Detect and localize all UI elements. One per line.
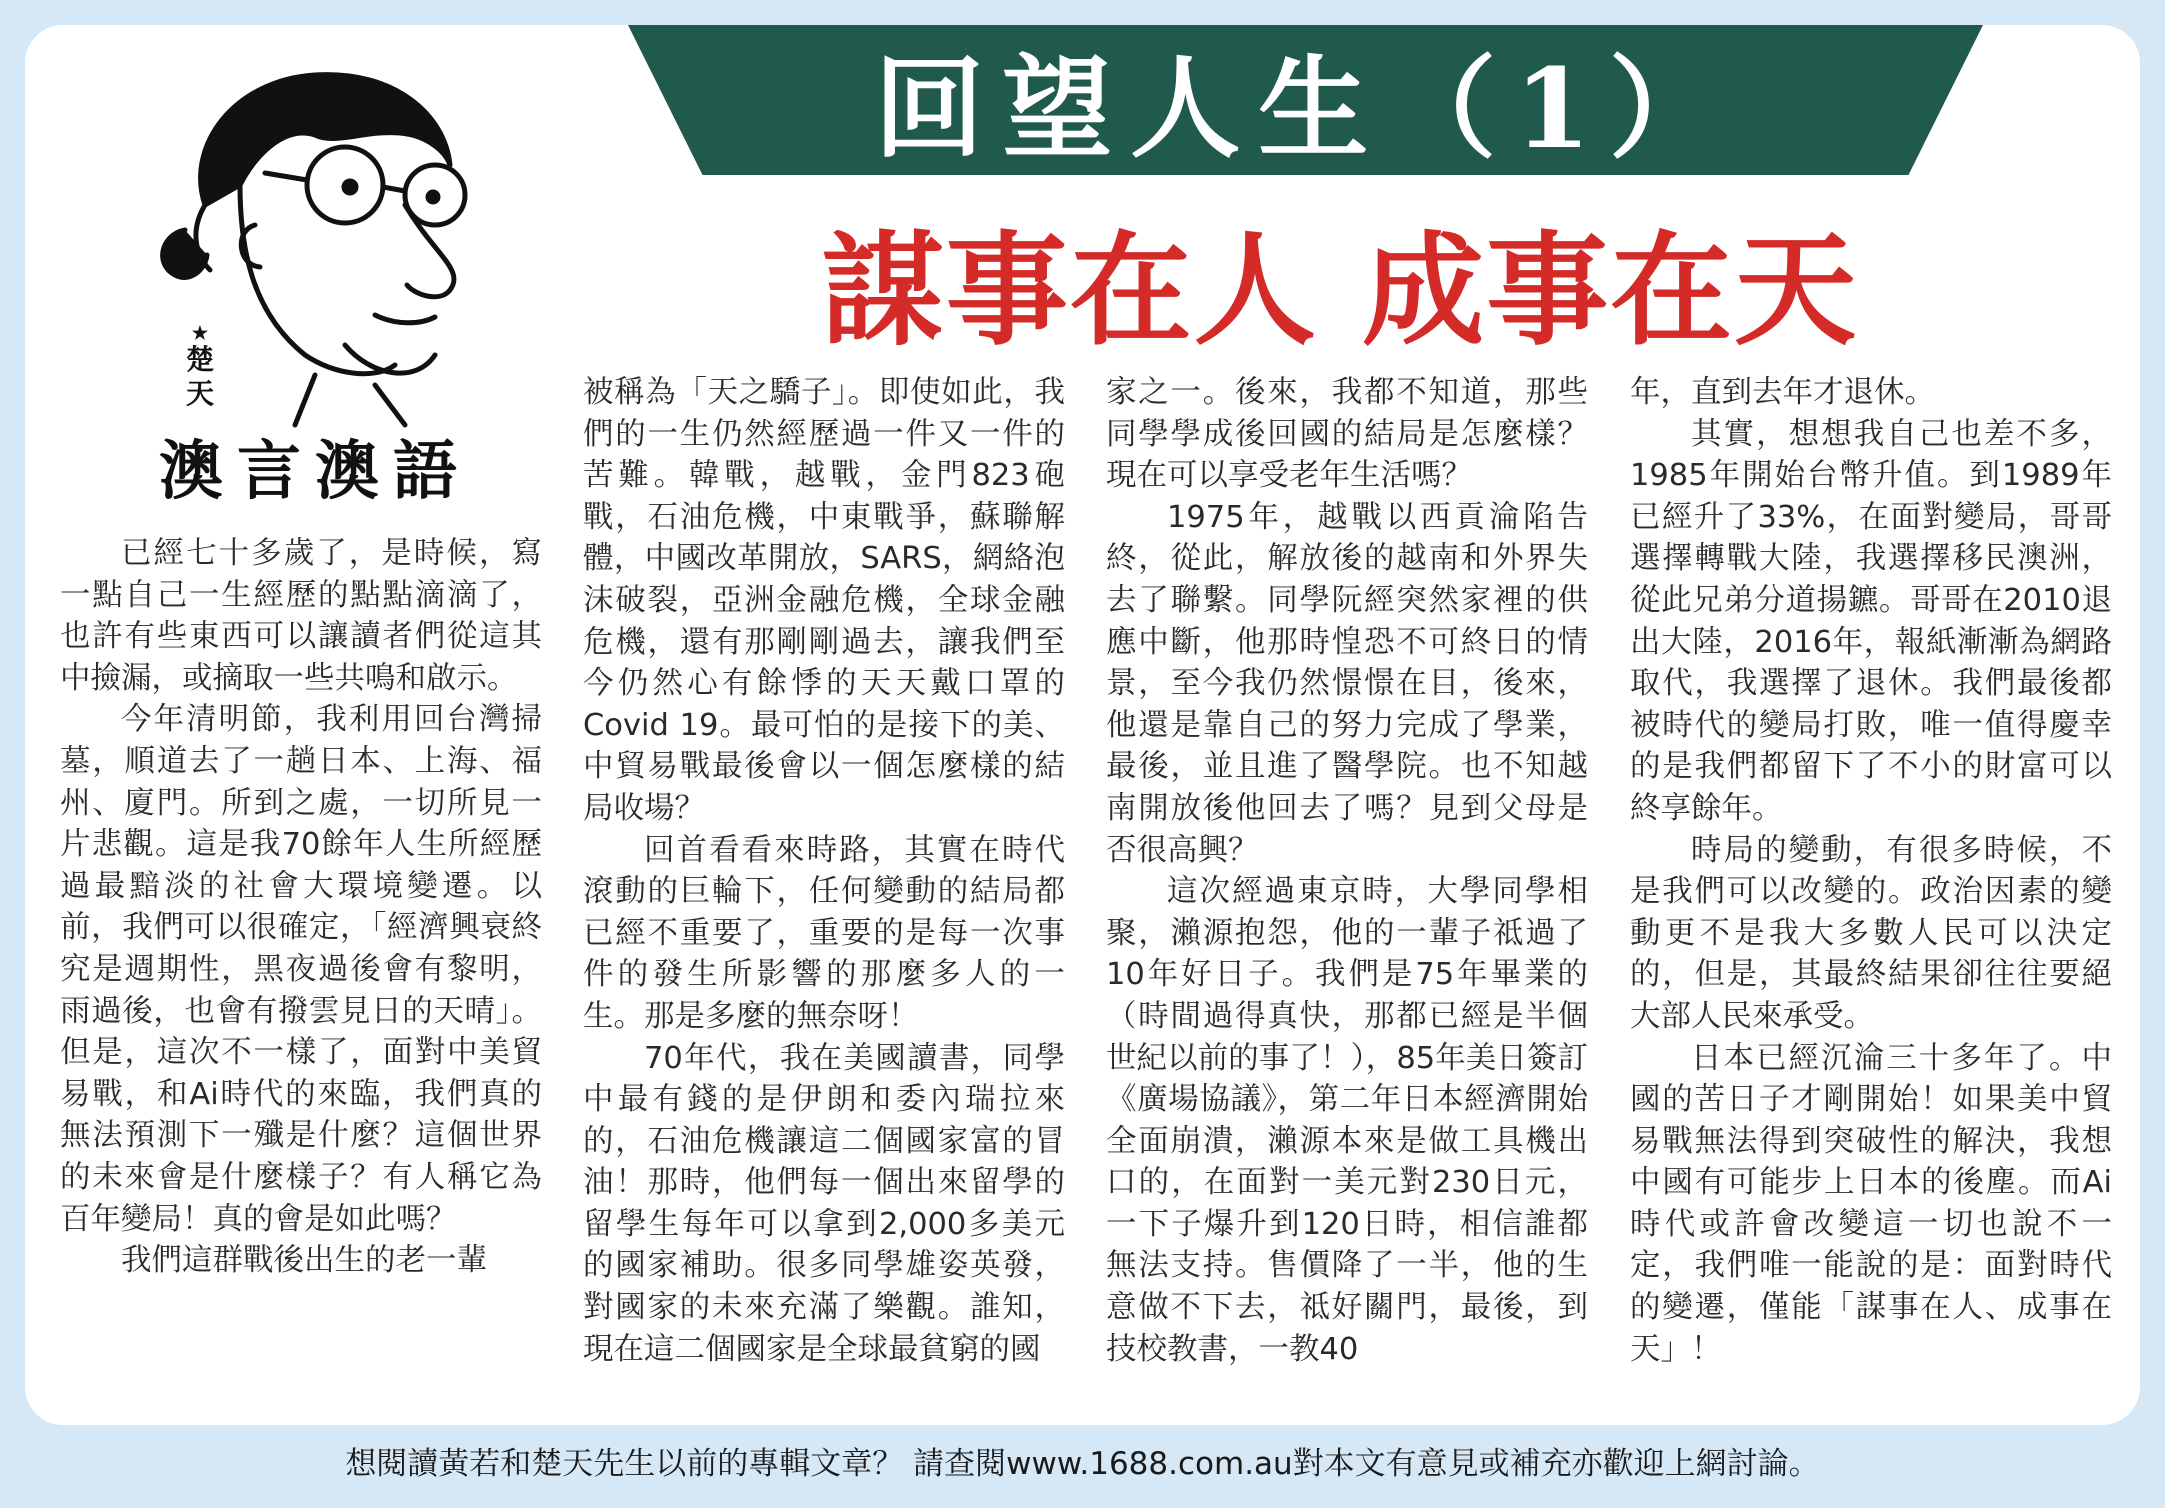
article-column-1 <box>60 533 542 1282</box>
byline-char-1: 楚 <box>185 343 214 376</box>
byline-char-2: 天 <box>185 377 214 410</box>
article-column-3 <box>1106 372 1588 1370</box>
paragraph: 70年代，我在美國讀書，同學中最有錢的是伊朗和委內瑞拉來的，石油危機讓這二個國家富的冒油！那時，他們每一個出來留學的留學生每年可以拿到2,000多美元的國家補助。很多同學雄姿英發，對國家的未來充滿了樂觀。誰知，現在這二個國家是全球最貧窮的國 <box>583 1040 1065 1367</box>
author-byline <box>178 325 222 411</box>
paragraph: 日本已經沉淪三十多年了。中國的苦日子才剛開始！如果美中貿易戰無法得到突破性的解決，我想中國有可能步上日本的後塵。而Ai時代或許會改變這一切也說不一定，我們唯一能說的是：面對時代的變遷，僅能「謀事在人、成事在天」！ <box>1630 1040 2112 1367</box>
article-column-2 <box>583 372 1065 1370</box>
column-name: 澳言澳語 <box>159 434 471 509</box>
series-title: 回望人生（1） <box>874 44 1737 173</box>
headline: 謀事在人 成事在天 <box>821 217 1859 362</box>
paragraph: 時局的變動，有很多時候，不是我們可以改變的。政治因素的變動更不是我大多數人民可以決定的，但是，其最終結果卻往往要絕大部人民來承受。 <box>1630 832 2112 1034</box>
paragraph: 年，直到去年才退休。 <box>1630 375 1935 410</box>
paragraph: 被稱為「天之驕子」。即使如此，我們的一生仍然經歷過一件又一件的苦難。韓戰，越戰，金門823砲戰，石油危機，中東戰爭，蘇聯解體，中國改革開放，SARS，網絡泡沫破裂，亞洲金融危機，全球金融危機，還有那剛剛過去，讓我們至今仍然心有餘悸的天天戴口罩的Covid 19。最可怕的是接下的美、中貿易戰最後會以一個怎麼樣的結局收場？ <box>583 375 1065 826</box>
paragraph: 這次經過東京時，大學同學相聚，瀨源抱怨，他的一輩子祗過了10年好日子。我們是75年畢業的（時間過得真快，那都已經是半個世紀以前的事了！），85年美日簽訂《廣場協議》，第二年日本經濟開始全面崩潰，瀨源本來是做工具機出口的，在面對一美元對230日元，一下子爆升到120日時，相信誰都無法支持。售價降了一半，他的生意做不下去，祗好關門，最後，到技校教書，一教40 <box>1106 874 1588 1367</box>
paragraph: 家之一。後來，我都不知道，那些同學學成後回國的結局是怎麼樣？現在可以享受老年生活嗎？ <box>1106 375 1588 494</box>
paragraph: 1975年，越戰以西貢淪陷告終，從此，解放後的越南和外界失去了聯繫。同學阮經突然家裡的供應中斷，他那時惶恐不可終日的情景，至今我仍然憬憬在目，後來，他還是靠自己的努力完成了學業，最後，並且進了醫學院。也不知越南開放後他回去了嗎？見到父母是否很高興？ <box>1106 499 1588 868</box>
paragraph: 我們這群戰後出生的老一輩 <box>121 1243 487 1279</box>
paragraph: 回首看看來時路，其實在時代滾動的巨輪下，任何變動的結局都已經不重要了，重要的是每一次事件的發生所影響的那麼多人的一生。那是多麼的無奈呀！ <box>583 832 1065 1034</box>
paragraph: 今年清明節，我利用回台灣掃墓，順道去了一趟日本、上海、福州、廈門。所到之處，一切所見一片悲觀。這是我70餘年人生所經歷過最黯淡的社會大環境變遷。以前，我們可以很確定，「經濟興衰終究是週期性，黑夜過後會有黎明，雨過後，也會有撥雲見日的天晴」。但是，這次不一樣了，面對中美貿易戰，和Ai時代的來臨，我們真的無法預測下一殲是什麼？這個世界的未來會是什麼樣子？有人稱它為百年變局！真的會是如此嗎？ <box>60 702 542 1237</box>
paragraph: 其實，想想我自己也差不多，1985年開始台幣升值。到1989年已經升了33%，在面對變局，哥哥選擇轉戰大陸，我選擇移民澳洲，從此兄弟分道揚鑣。哥哥在2010退出大陸，2016年，報紙漸漸為網路取代，我選擇了退休。我們最後都被時代的變局打敗，唯一值得慶幸的是我們都留下了不小的財富可以終享餘年。 <box>1630 416 2112 826</box>
star-icon: ★ <box>191 323 209 344</box>
footer-note: 想閱讀黃若和楚天先生以前的專輯文章？ 請查閱www.1688.com.au對本文有意見或補充亦歡迎上網討論。 <box>345 1445 1820 1482</box>
paragraph: 已經七十多歲了，是時候，寫一點自己一生經歷的點點滴滴了，也許有些東西可以讓讀者們從這其中撿漏，或摘取一些共鳴和啟示。 <box>60 536 542 696</box>
article-column-4 <box>1630 372 2112 1370</box>
